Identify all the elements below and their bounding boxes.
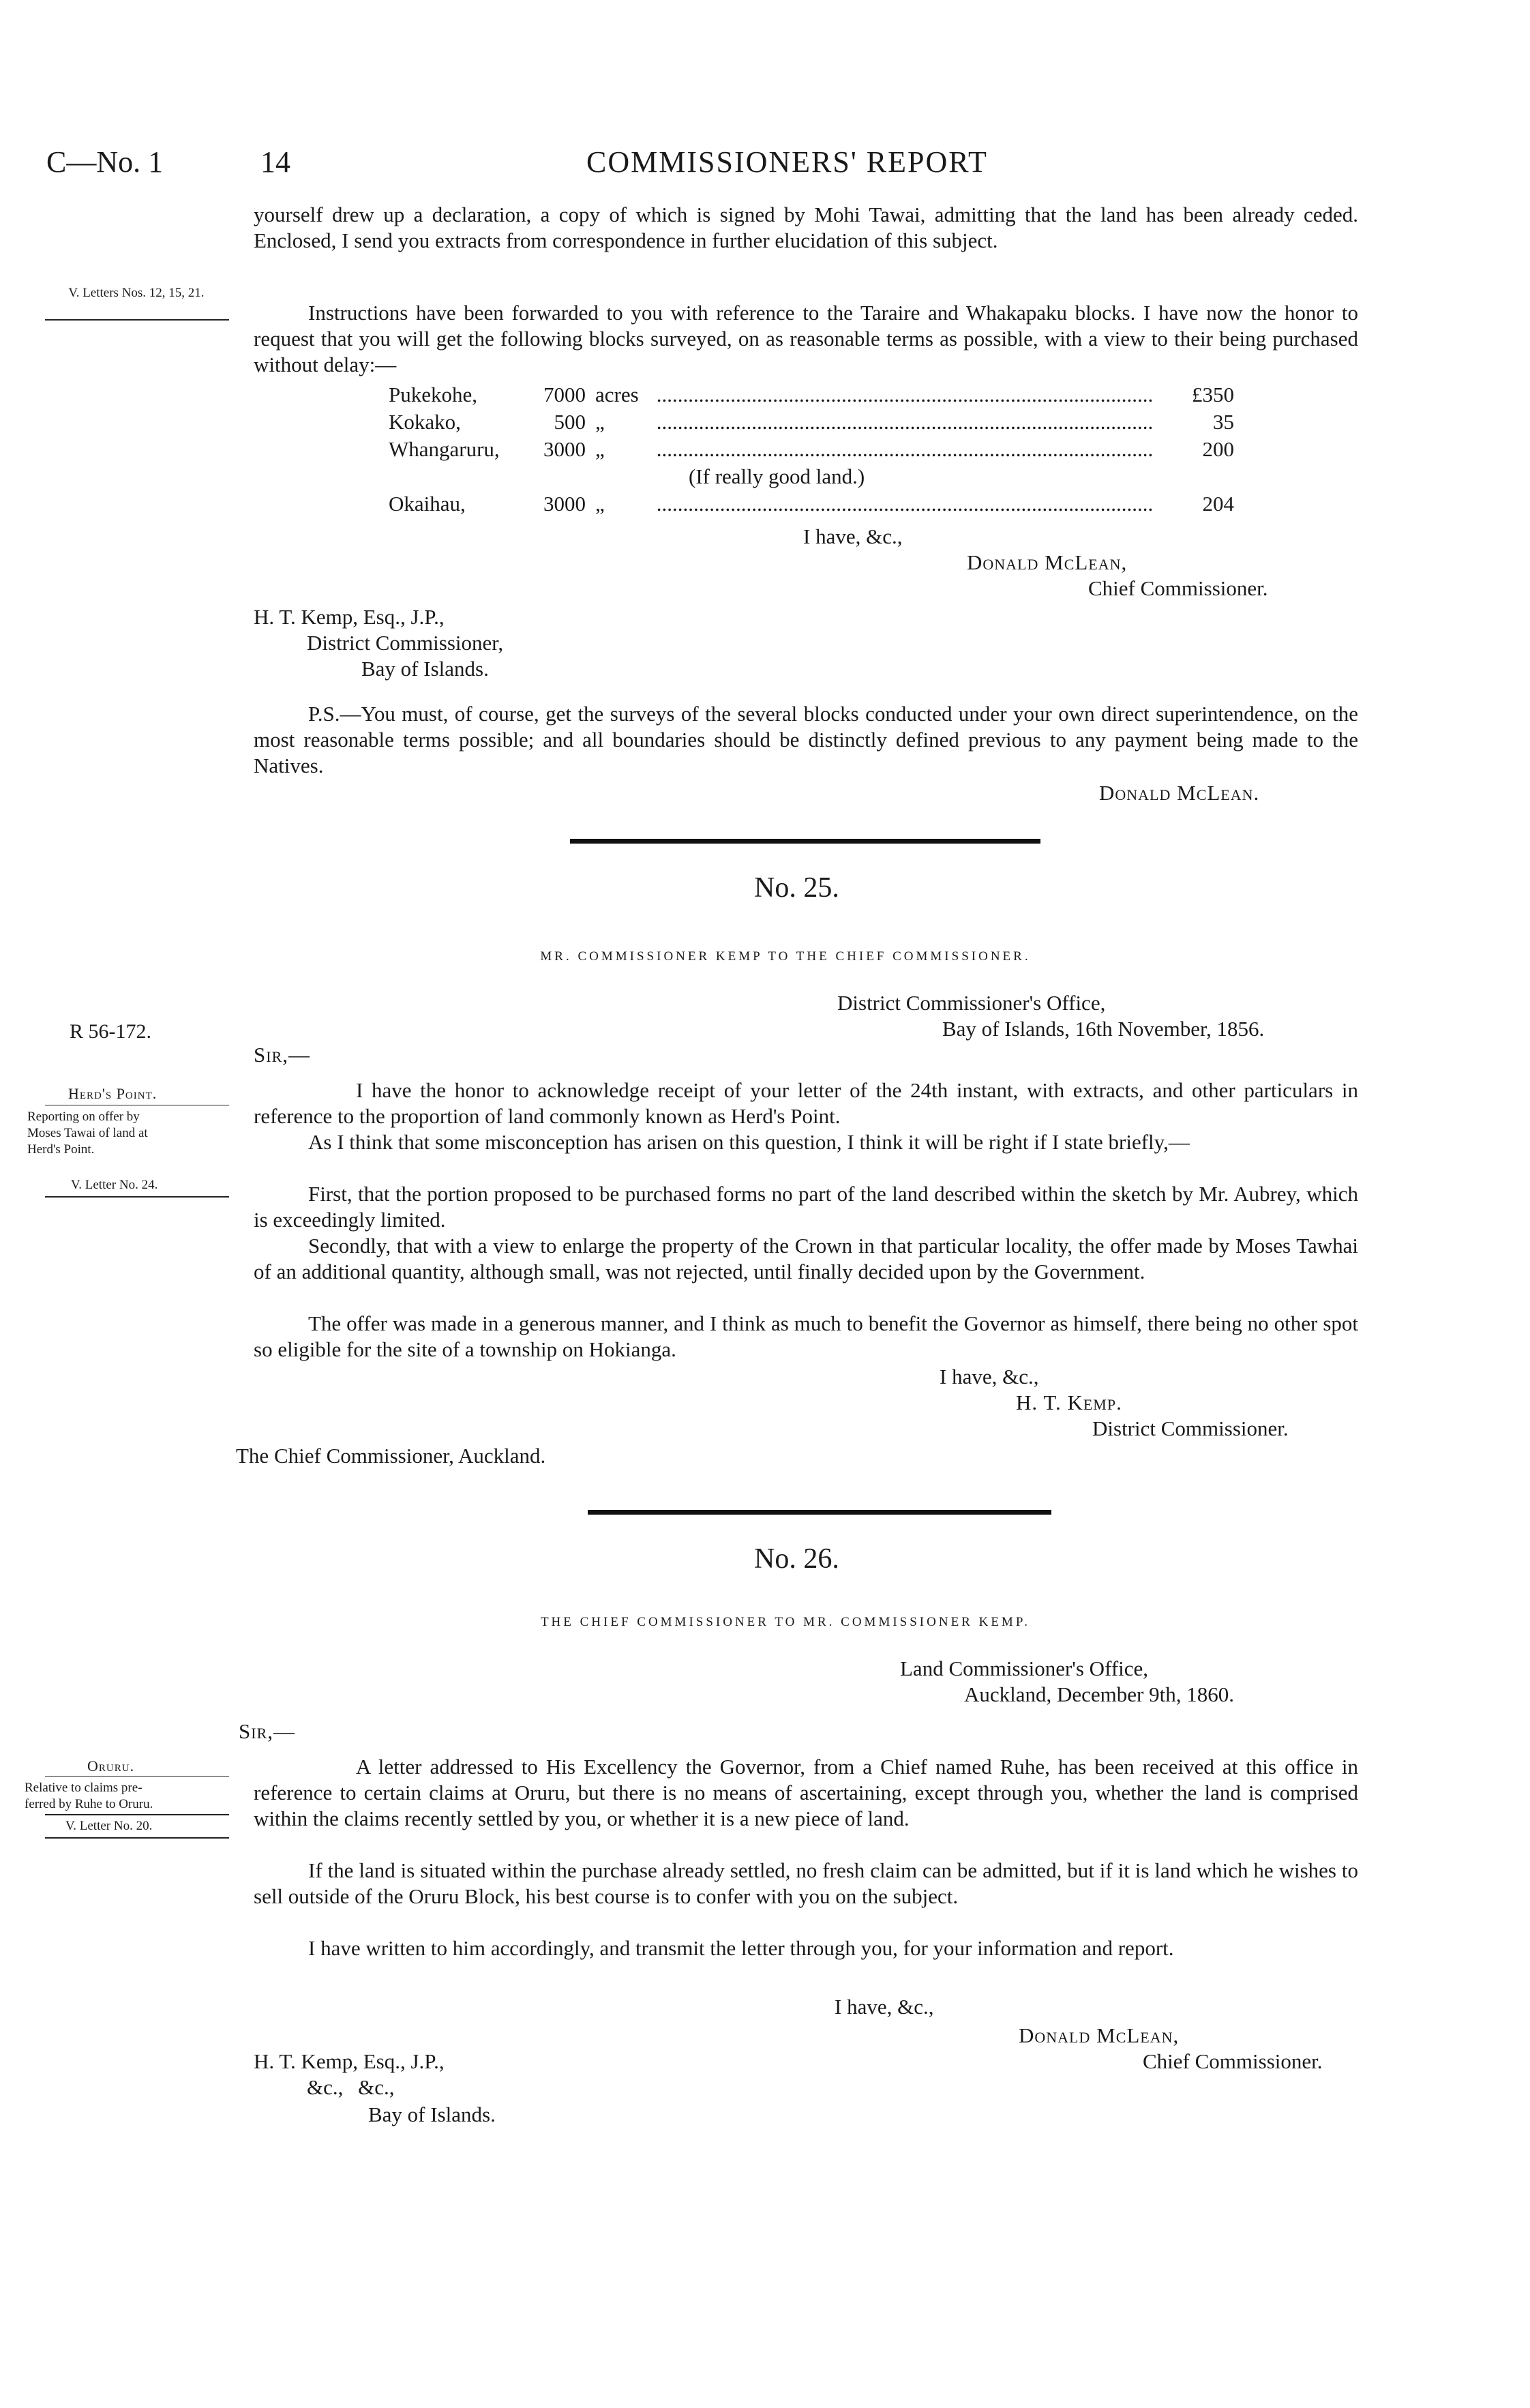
block-price: 35 (1212, 410, 1234, 434)
letter-25-para: First, that the portion proposed to be purchased forms no part of the land described within the sketch by Mr. Aubrey, which is exceedingly limited. (254, 1182, 1358, 1232)
addressee-line-1: H. T. Kemp, Esq., J.P., (254, 605, 445, 629)
margin-desc-line: Relative to claims pre- (25, 1781, 142, 1795)
letter-26-addressee-line-1: H. T. Kemp, Esq., J.P., (254, 2049, 445, 2073)
section-divider (588, 1510, 1051, 1515)
margin-desc-line: Herd's Point. (27, 1142, 95, 1157)
letter-25-signature-title: District Commissioner. (1092, 1416, 1289, 1440)
page-title: COMMISSIONERS' REPORT (586, 145, 988, 179)
letter-25-signature: H. T. Kemp. (1016, 1391, 1122, 1414)
block-name: Pukekohe, (389, 383, 478, 406)
letter-26-salutation: Sir,— (239, 1719, 295, 1743)
block-acres: 7000 (543, 383, 586, 406)
margin-title-oruru: Oruru. (87, 1757, 135, 1774)
margin-title-herds-point: Herd's Point. (68, 1085, 158, 1102)
blocks-table (389, 382, 1234, 518)
dot-leader: .............................................................................................. (656, 410, 1154, 434)
letter-26-place-date: Auckland, December 9th, 1860. (964, 1682, 1234, 1706)
margin-divider (45, 1776, 229, 1777)
section-divider (570, 839, 1040, 844)
page-header-left: C—No. 1 (46, 145, 164, 179)
margin-letter-ref: V. Letter No. 20. (65, 1819, 153, 1833)
letter-25-para: As I think that some misconception has arisen on this question, I think it will be right if I state briefly,— (308, 1130, 1190, 1154)
block-unit: „ (595, 492, 605, 516)
letter-25-para: The offer was made in a generous manner, and I think as much to benefit the Governor as himself, there being no other spot so eligible for the site of a township on Hokianga. (254, 1311, 1358, 1361)
block-row (389, 436, 1234, 464)
letter-25-para: Secondly, that with a view to enlarge the property of the Crown in that particular locality, the offer made by Moses Tawhai of an additional quantity, although small, was not rejected, until finally decided upon by the Government. (254, 1234, 1358, 1283)
margin-ref-letters: V. Letters Nos. 12, 15, 21. (68, 286, 205, 300)
letter-cont-para-1: yourself drew up a declaration, a copy of which is signed by Mohi Tawai, admitting that the land has been already ceded. Enclosed, I send you extracts from correspondence in further elucidation of this subject. (254, 203, 1358, 252)
block-row (389, 382, 1234, 409)
margin-ref-number: R 56-172. (70, 1020, 151, 1043)
letter-25-place-date: Bay of Islands, 16th November, 1856. (942, 1017, 1265, 1041)
block-acres: 3000 (543, 437, 586, 461)
block-name: Kokako, (389, 410, 461, 434)
margin-divider (45, 1196, 229, 1198)
block-acres: 500 (554, 410, 586, 434)
postscript: P.S.—You must, of course, get the surveys of the several blocks conducted under your own direct superintendence, on the most reasonable terms possible; and all boundaries should be distinctly defined previous to any payment being made to the Natives. (254, 702, 1358, 777)
block-price: 204 (1202, 492, 1234, 516)
letter-25-salutation: Sir,— (254, 1043, 310, 1067)
block-price: £350 (1191, 383, 1234, 406)
letter-26-para: I have written to him accordingly, and transmit the letter through you, for your information and report. (308, 1936, 1174, 1960)
margin-desc-line: ferred by Ruhe to Oruru. (25, 1797, 153, 1811)
block-price: 200 (1202, 437, 1234, 461)
letter-26-signature: Donald McLean, (1019, 2023, 1180, 2047)
margin-divider (45, 1837, 229, 1839)
dot-leader: .............................................................................................. (656, 437, 1154, 461)
addressee-line-3: Bay of Islands. (361, 657, 489, 681)
block-row (389, 409, 1234, 436)
block-unit: „ (595, 437, 605, 461)
addressee-line-2: District Commissioner, (307, 631, 504, 655)
letter-26-subtitle: THE CHIEF COMMISSIONER TO MR. COMMISSIONER KEMP. (540, 1615, 1031, 1629)
signature: Donald McLean, (967, 550, 1128, 574)
letter-26-closing: I have, &c., (835, 1995, 934, 2019)
page-number: 14 (260, 145, 290, 179)
signature-title: Chief Commissioner. (1088, 576, 1268, 600)
block-row (389, 491, 1234, 518)
margin-divider (45, 1814, 229, 1815)
letter-26-para: If the land is situated within the purchase already settled, no fresh claim can be admitted, but if it is land which he wishes to sell outside of the Oruru Block, his best course is to confer with you on the subject. (254, 1858, 1358, 1908)
letter-25-para: I have the honor to acknowledge receipt of your letter of the 24th instant, with extracts, and other particulars in reference to the proportion of land commonly known as Herd's Point. (254, 1078, 1358, 1128)
letter-25-closing: I have, &c., (940, 1365, 1039, 1388)
letter-26-office: Land Commissioner's Office, (900, 1656, 1149, 1680)
margin-desc-line: Reporting on offer by (27, 1110, 140, 1124)
margin-divider (45, 319, 229, 321)
dot-leader: .............................................................................................. (656, 492, 1154, 516)
letter-25-office: District Commissioner's Office, (837, 991, 1106, 1015)
letter-cont-para-2: Instructions have been forwarded to you with reference to the Taraire and Whakapaku blocks. I have now the honor to request that you will get the following blocks surveyed, on as reasonable terms as possible, with a view to their being purchased without delay:— (254, 301, 1358, 376)
letter-25-addressee: The Chief Commissioner, Auckland. (236, 1444, 546, 1468)
closing: I have, &c., (803, 524, 903, 548)
letter-26-para: A letter addressed to His Excellency the Governor, from a Chief named Ruhe, has been received at this office in reference to certain claims at Oruru, but there is no means of ascertaining, except through you, whether the land is comprised within the claims recently settled by you, or whether it is a new piece of land. (254, 1755, 1358, 1830)
dot-leader: .............................................................................................. (656, 383, 1154, 406)
letter-26-addressee-line-2: &c., &c., (307, 2075, 395, 2099)
letter-26-signature-title: Chief Commissioner. (1143, 2049, 1323, 2073)
block-unit: „ (595, 410, 605, 434)
letter-25-subtitle: MR. COMMISSIONER KEMP TO THE CHIEF COMMISSIONER. (540, 949, 1031, 964)
block-acres: 3000 (543, 492, 586, 516)
block-note: (If really good land.) (689, 464, 865, 488)
letter-25-number: No. 25. (754, 872, 839, 904)
letter-26-number: No. 26. (754, 1543, 839, 1575)
block-unit: acres (595, 383, 639, 406)
block-name: Whangaruru, (389, 437, 500, 461)
block-name: Okaihau, (389, 492, 466, 516)
margin-desc-line: Moses Tawai of land at (27, 1126, 148, 1140)
ps-signature: Donald McLean. (1099, 781, 1260, 805)
margin-letter-ref: V. Letter No. 24. (71, 1178, 158, 1192)
letter-26-addressee-line-3: Bay of Islands. (368, 2102, 496, 2126)
